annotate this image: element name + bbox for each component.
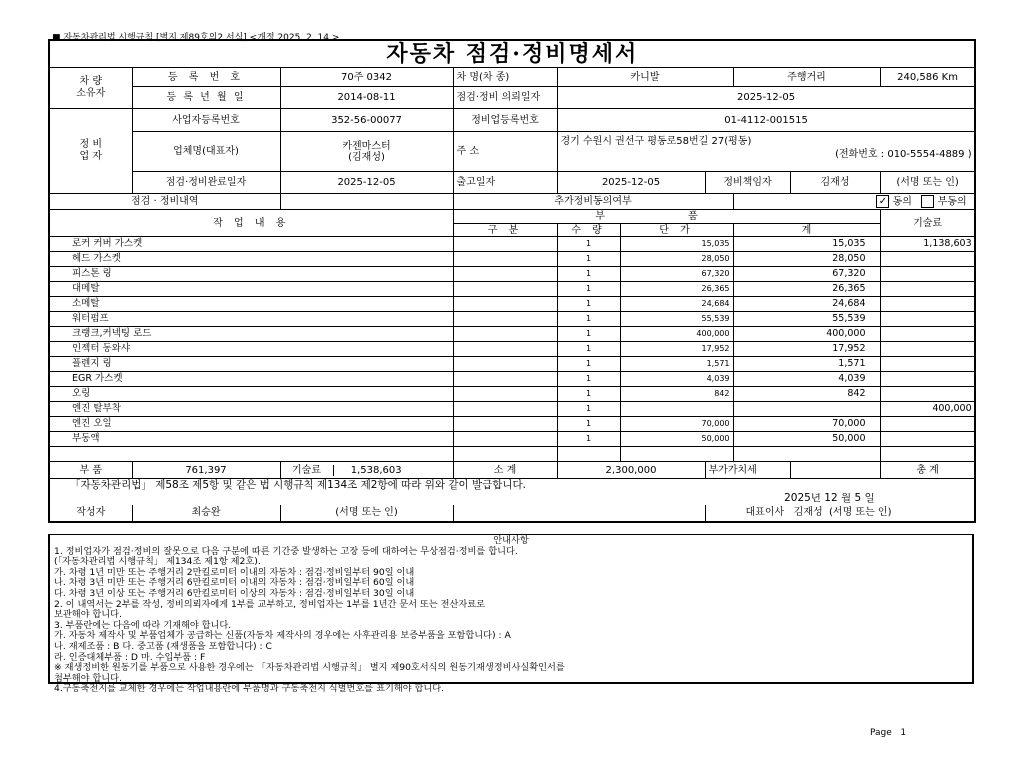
item-total: 70,000 [733, 417, 880, 432]
notice-line: 가. 자동차 제작사 및 부품업체가 공급하는 신품(자동차 제작사의 경우에는 사후관리용 보증부품을 포함합니다) : A [54, 630, 511, 642]
item-type [453, 327, 557, 342]
item-labor [880, 297, 975, 312]
mileage-label: 주행거리 [733, 68, 880, 87]
item-qty: 1 [557, 237, 620, 252]
item-qty: 1 [557, 297, 620, 312]
item-qty: 1 [557, 372, 620, 387]
item-qty: 1 [557, 327, 620, 342]
item-row [49, 297, 975, 312]
item-name: 피스톤 링 [49, 267, 453, 282]
notice-line: ※ 재생정비한 원동기를 부품으로 사용한 경우에는 「자동차관리법 시행규칙」 별지 제90호서식의 원동기재생정비사실확인서를 [54, 662, 565, 674]
item-type [453, 237, 557, 252]
page-indicator [870, 728, 906, 738]
issuance-statement: 「자동차관리법」 제58조 제5항 및 같은 법 시행규칙 제134조 제2항에 따라 위와 같이 발급합니다. [49, 479, 975, 493]
item-labor [880, 357, 975, 372]
parts-total-label: 부 품 [49, 462, 132, 479]
item-name: 로커 커버 가스켓 [49, 237, 453, 252]
item-unit-price: 4,039 [620, 372, 733, 387]
agree-label: 동의 [892, 196, 912, 208]
notice-line: 1. 정비업자가 점검·정비의 잘못으로 다음 구분에 따른 기간중 발생하는 고장 등에 대하여는 무상점검·정비를 합니다. [54, 545, 518, 557]
parts-total-value: 761,397 [132, 462, 280, 479]
item-type [453, 312, 557, 327]
item-total: 28,050 [733, 252, 880, 267]
item-name: 인젝터 동와샤 [49, 342, 453, 357]
page-label: Page [870, 728, 892, 738]
company-name: 카젠마스터 [342, 140, 391, 152]
item-total: 4,039 [733, 372, 880, 387]
labor-column-header: 기술료 [880, 210, 975, 237]
item-row [49, 237, 975, 252]
form-header-note: ■ 자동차관리법 시행규칙 [별지 제89호의2 서식] <개정 2025. 2. 14.> [52, 33, 340, 43]
labor-total-value: 1,538,603 [350, 464, 402, 476]
item-row [49, 342, 975, 357]
item-name: 대메탈 [49, 282, 453, 297]
labor-total-label: 기술료 [281, 465, 334, 476]
notice-title: 안내사항 [493, 535, 529, 546]
form-title: 자동차 점검·정비명세서 [49, 40, 975, 68]
item-unit-price [620, 447, 733, 462]
item-row [49, 267, 975, 282]
complete-date-label: 점검·정비완료일자 [132, 172, 280, 194]
shop-address: 경기 수원시 권선구 평동로58번길 27(평동) [560, 136, 752, 147]
vat-value [790, 462, 880, 479]
work-details-label: 점검 · 정비내역 [49, 194, 280, 210]
shop-section-label: 정 비 업 자 [49, 109, 132, 194]
item-total [733, 447, 880, 462]
writer-label: 작성자 [49, 505, 132, 522]
company-rep: (김재성) [348, 151, 385, 163]
item-qty: 1 [557, 282, 620, 297]
item-row [49, 417, 975, 432]
item-labor [880, 327, 975, 342]
item-labor [880, 342, 975, 357]
item-labor [880, 387, 975, 402]
item-unit-price: 1,571 [620, 357, 733, 372]
item-unit-price: 28,050 [620, 252, 733, 267]
item-qty: 1 [557, 402, 620, 417]
item-row [49, 387, 975, 402]
item-name: 부동액 [49, 432, 453, 447]
type-column-header: 구 분 [453, 224, 557, 237]
item-labor: 400,000 [880, 402, 975, 417]
item-row [49, 327, 975, 342]
shop-reg-value: 01-4112-001515 [557, 109, 975, 132]
item-qty: 1 [557, 357, 620, 372]
address-label: 주 소 [453, 132, 557, 172]
complete-date-value: 2025-12-05 [280, 172, 453, 194]
notice-line: 2. 이 내역서는 2부를 작성, 정비의뢰자에게 1부를 교부하고, 정비업자는 1부를 1년간 문서 또는 전산자료로 [54, 598, 485, 610]
item-row [49, 402, 975, 417]
item-total: 50,000 [733, 432, 880, 447]
item-type [453, 432, 557, 447]
reg-date-value: 2014-08-11 [280, 87, 453, 109]
ceo-sign-hint: (서명 또는 인) [829, 507, 892, 518]
item-name: 크랭크,커넥팅 로드 [49, 327, 453, 342]
item-row [49, 312, 975, 327]
item-name: 오링 [49, 387, 453, 402]
item-unit-price: 26,365 [620, 282, 733, 297]
notice-line: 나. 차령 3년 미만 또는 주행거리 6만킬로미터 이내의 자동차 : 점검·정비일부터 60일 이내 [54, 577, 415, 589]
inspection-statement-table [48, 39, 976, 523]
notice-line: 첨부해야 합니다. [54, 672, 122, 684]
item-qty: 1 [557, 432, 620, 447]
item-labor [880, 312, 975, 327]
item-labor [880, 267, 975, 282]
item-type [453, 282, 557, 297]
agree-checkbox[interactable]: ✓ [876, 195, 889, 208]
item-name: 워터펌프 [49, 312, 453, 327]
shop-phone: (전화번호 : 010-5554-4889 ) [835, 149, 972, 160]
item-unit-price: 24,684 [620, 297, 733, 312]
parts-column-header: 부 품 [453, 210, 880, 224]
item-labor [880, 417, 975, 432]
subtotal-label: 소 계 [453, 462, 557, 479]
company-label: 업체명(대표자) [132, 132, 280, 172]
car-name-label: 차 명(차 종) [453, 68, 557, 87]
request-date-value: 2025-12-05 [557, 87, 975, 109]
biz-no-value: 352-56-00077 [280, 109, 453, 132]
item-qty [557, 447, 620, 462]
subtotal-value: 2,300,000 [557, 462, 705, 479]
manager-name: 김재성 [790, 172, 880, 194]
car-name-value: 카니발 [557, 68, 733, 87]
release-date-value: 2025-12-05 [557, 172, 705, 194]
item-total: 1,571 [733, 357, 880, 372]
item-row [49, 282, 975, 297]
manager-sign-hint: (서명 또는 인) [880, 172, 975, 194]
item-name: 엔진 탈부착 [49, 402, 453, 417]
item-total: 26,365 [733, 282, 880, 297]
item-row [49, 432, 975, 447]
vat-label: 부가가치세 [705, 462, 790, 479]
notice-line: 가. 차령 1년 미만 또는 주행거리 2만킬로미터 이내의 자동차 : 점검·정비일부터 90일 이내 [54, 566, 415, 578]
item-row [49, 372, 975, 387]
item-name: EGR 가스켓 [49, 372, 453, 387]
item-type [453, 447, 557, 462]
item-name: 엔진 오일 [49, 417, 453, 432]
item-total: 17,952 [733, 342, 880, 357]
notice-line: 라. 인증대체부품 : D 마. 수입부품 : F [54, 651, 206, 663]
disagree-label: 부동의 [937, 196, 967, 208]
item-name: 헤드 가스켓 [49, 252, 453, 267]
reg-date-label: 등 록 년 월 일 [132, 87, 280, 109]
notice-line: 4.구동축전지를 교체한 경우에는 작업내용란에 부품명과 구동축전지 식별번호를 표기해야 합니다. [54, 683, 445, 695]
item-labor [880, 252, 975, 267]
mileage-value: 240,586 Km [880, 68, 975, 87]
item-type [453, 372, 557, 387]
writer-sign-hint: (서명 또는 인) [280, 505, 453, 522]
item-unit-price: 55,539 [620, 312, 733, 327]
writer-name: 최승완 [132, 505, 280, 522]
issuance-date: 2025년 12 월 5 일 [49, 493, 975, 505]
item-unit-price [620, 402, 733, 417]
item-type [453, 417, 557, 432]
item-total: 400,000 [733, 327, 880, 342]
item-labor: 1,138,603 [880, 237, 975, 252]
item-type [453, 297, 557, 312]
reg-no-value: 70주 0342 [280, 68, 453, 87]
item-qty: 1 [557, 252, 620, 267]
item-qty: 1 [557, 417, 620, 432]
item-qty: 1 [557, 342, 620, 357]
ceo-name: 김재성 [793, 507, 823, 518]
grand-total-label: 총 계 [880, 462, 975, 479]
item-unit-price: 17,952 [620, 342, 733, 357]
item-type [453, 357, 557, 372]
page-number: 1 [900, 728, 907, 738]
item-qty: 1 [557, 387, 620, 402]
item-labor [880, 282, 975, 297]
item-type [453, 252, 557, 267]
release-date-label: 출고일자 [453, 172, 557, 194]
item-row [49, 447, 975, 462]
item-total: 842 [733, 387, 880, 402]
item-qty: 1 [557, 267, 620, 282]
item-qty: 1 [557, 312, 620, 327]
item-name [49, 447, 453, 462]
item-unit-price: 400,000 [620, 327, 733, 342]
unit-price-column-header: 단 가 [620, 224, 733, 237]
item-total: 24,684 [733, 297, 880, 312]
ceo-label: 대표이사 [745, 507, 785, 518]
item-name: 플렌지 링 [49, 357, 453, 372]
item-type [453, 267, 557, 282]
notice-line: 보관해야 합니다. [54, 609, 122, 621]
item-unit-price: 70,000 [620, 417, 733, 432]
request-date-label: 점검·정비 의뢰일자 [453, 87, 557, 109]
item-row [49, 252, 975, 267]
item-labor [880, 432, 975, 447]
work-column-header: 작 업 내 용 [49, 210, 453, 237]
reg-no-label: 등 록 번 호 [132, 68, 280, 87]
shop-reg-label: 정비업등록번호 [453, 109, 557, 132]
notice-line: 3. 부품란에는 다음에 따라 기재해야 합니다. [54, 619, 232, 631]
item-total: 67,320 [733, 267, 880, 282]
item-type [453, 342, 557, 357]
item-row [49, 357, 975, 372]
item-labor [880, 447, 975, 462]
item-total: 15,035 [733, 237, 880, 252]
item-unit-price: 15,035 [620, 237, 733, 252]
notice-line: 다. 차령 3년 이상 또는 주행거리 6만킬로미터 이상의 자동차 : 점검·정비일부터 30일 이내 [54, 587, 415, 599]
item-type [453, 387, 557, 402]
manager-label: 정비책임자 [705, 172, 790, 194]
notice-box [48, 534, 974, 695]
item-unit-price: 50,000 [620, 432, 733, 447]
total-column-header: 계 [733, 224, 880, 237]
item-name: 소메탈 [49, 297, 453, 312]
notice-line: (「자동차관리법 시행규칙」 제134조 제1항 제2호). [54, 556, 261, 568]
item-labor [880, 372, 975, 387]
qty-column-header: 수 량 [557, 224, 620, 237]
notice-line: 나. 재제조품 : B 다. 중고품 (재생품을 포함합니다) : C [54, 640, 272, 652]
item-total: 55,539 [733, 312, 880, 327]
item-unit-price: 67,320 [620, 267, 733, 282]
extra-consent-label: 추가정비동의여부 [453, 194, 733, 210]
disagree-checkbox[interactable] [921, 195, 934, 208]
item-type [453, 402, 557, 417]
item-unit-price: 842 [620, 387, 733, 402]
owner-section-label: 차 량 소유자 [49, 68, 132, 109]
biz-no-label: 사업자등록번호 [132, 109, 280, 132]
item-total [733, 402, 880, 417]
